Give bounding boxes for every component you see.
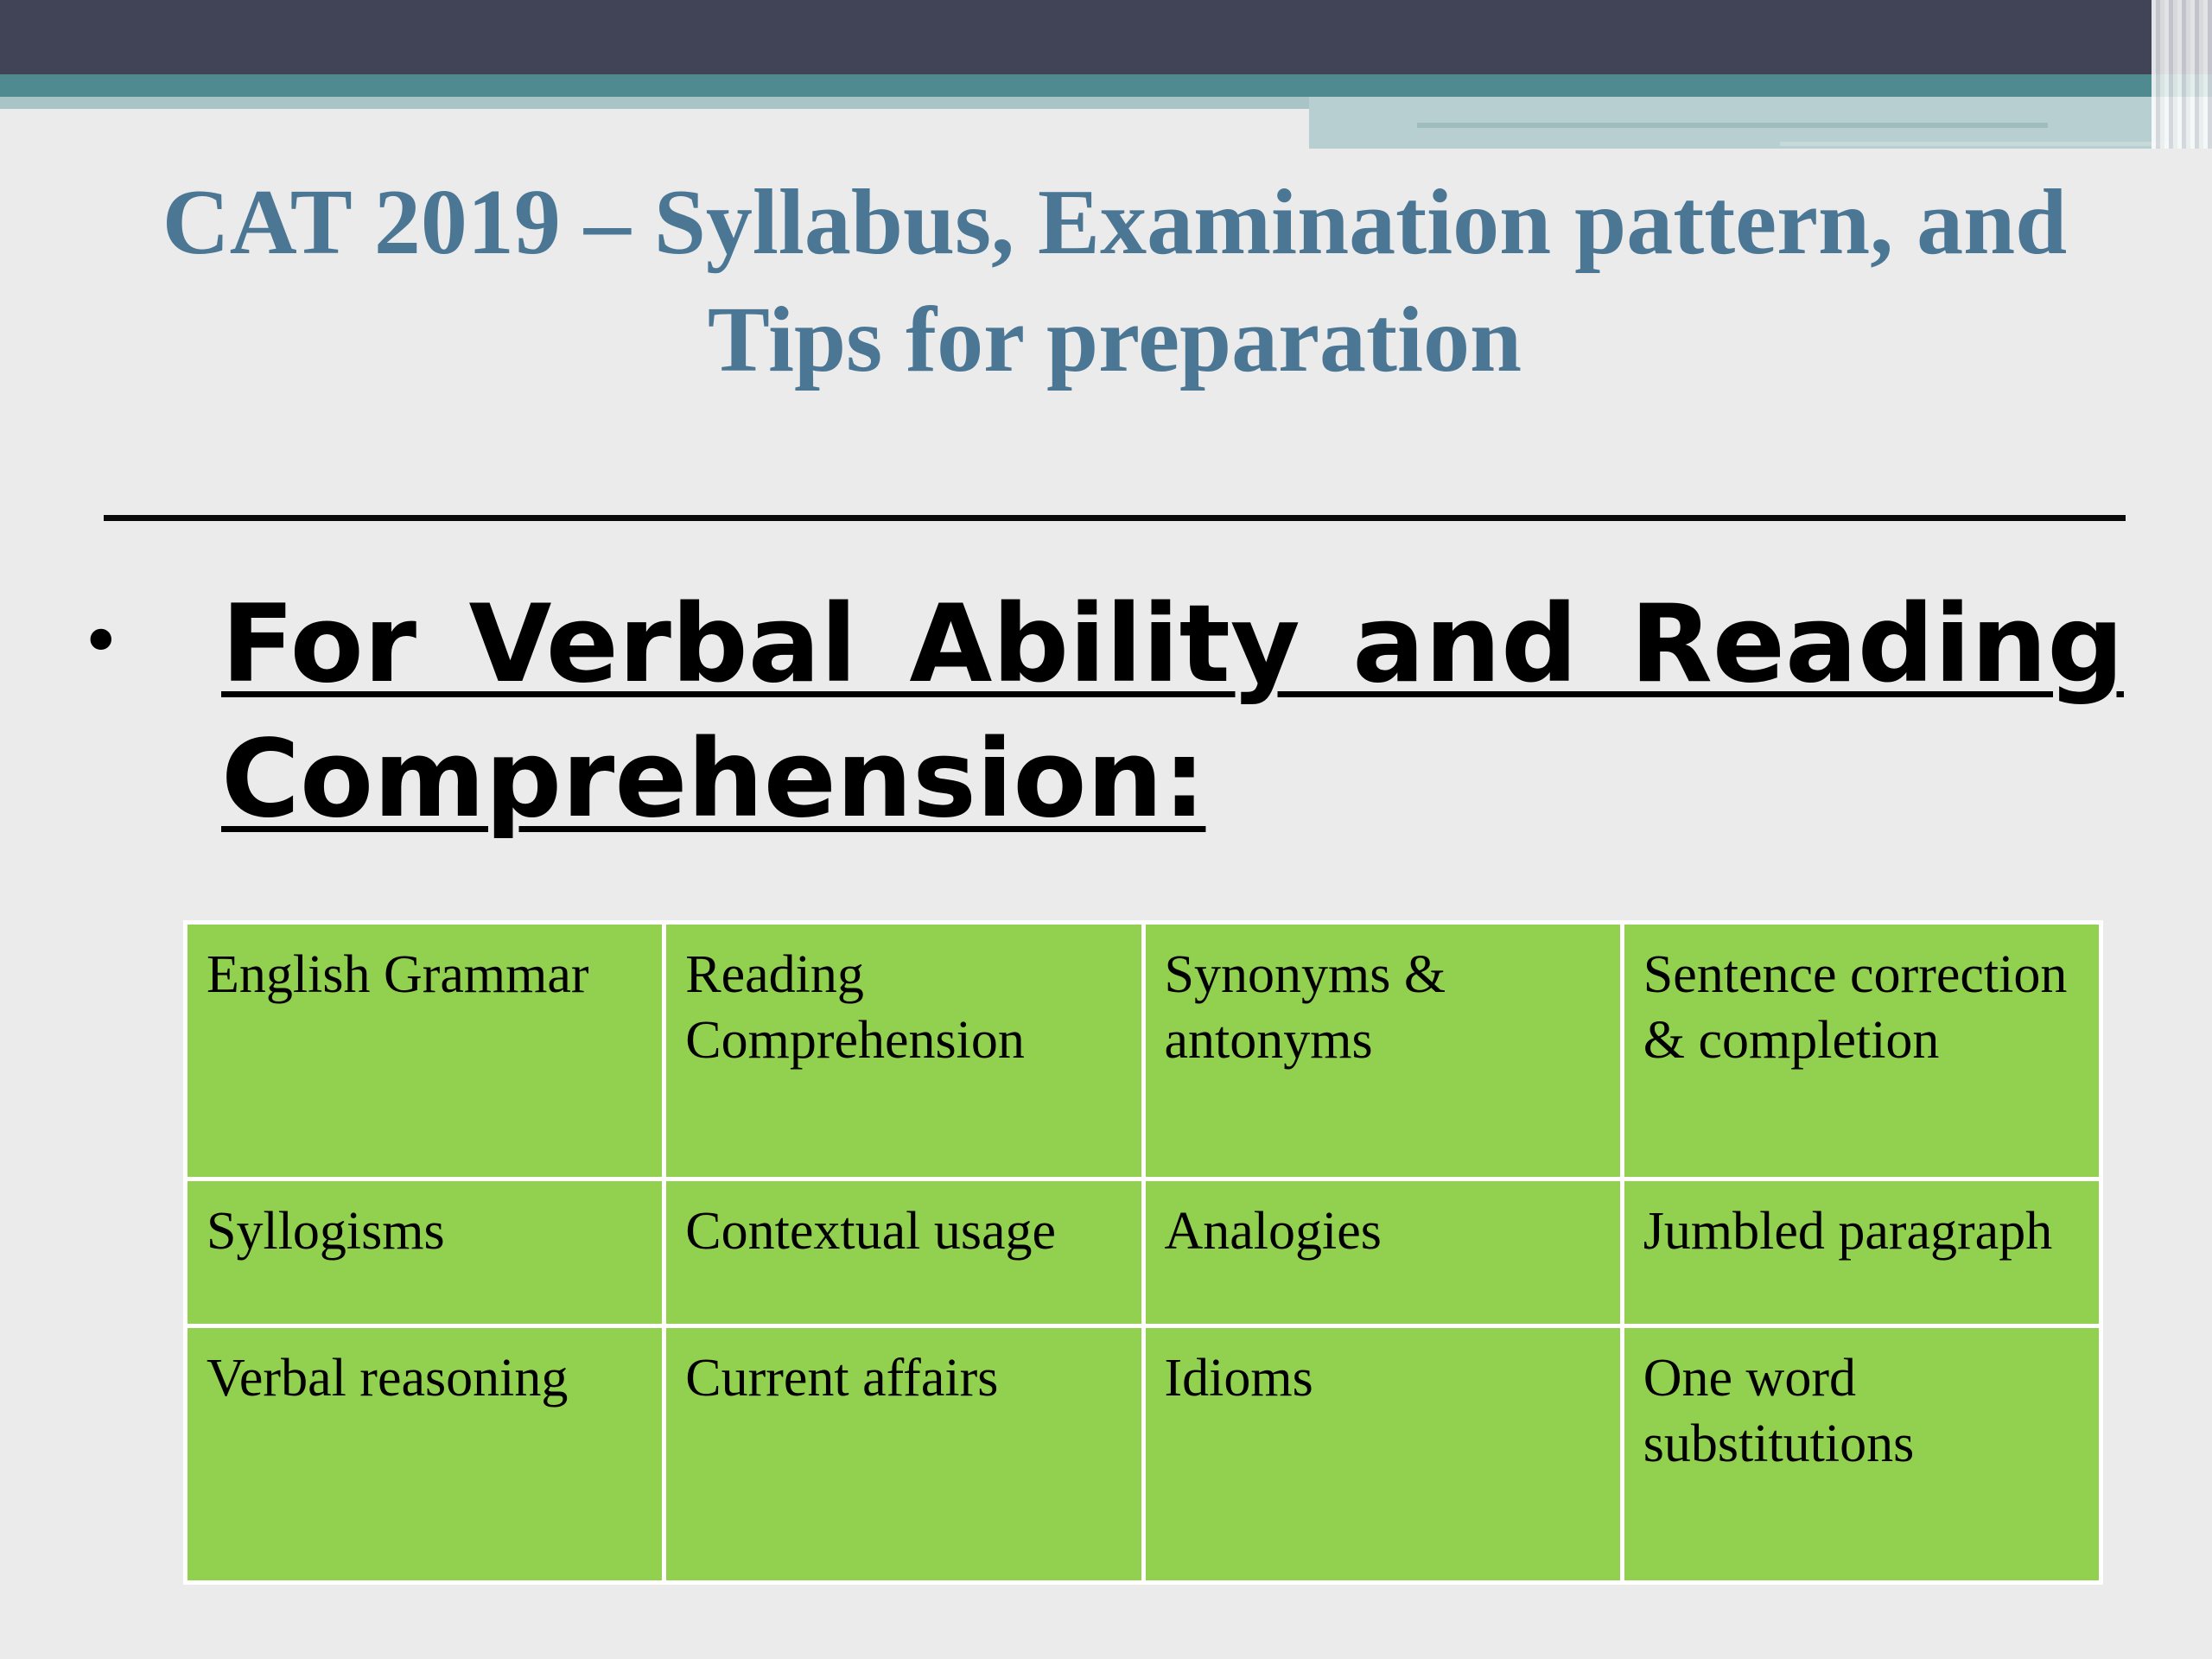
table-cell: Current affairs	[664, 1325, 1143, 1582]
table-row	[186, 923, 2101, 1179]
section-heading: For Verbal Ability and Reading Comprehension:	[221, 582, 2124, 842]
table-row	[186, 1179, 2101, 1326]
table-cell: Idioms	[1143, 1325, 1622, 1582]
table-cell: Jumbled paragraph	[1622, 1179, 2101, 1326]
table-cell: Analogies	[1143, 1179, 1622, 1326]
slide-accent-band	[0, 74, 2212, 97]
slide-title: CAT 2019 – Syllabus, Examination pattern, and Tips for preparation	[162, 171, 2068, 391]
table-cell: Reading Comprehension	[664, 923, 1143, 1179]
table-cell: English Grammar	[186, 923, 664, 1179]
table-row	[186, 1325, 2101, 1582]
slide-top-bar	[0, 0, 2212, 74]
slide-accent-line-secondary	[1780, 142, 2169, 146]
bullet-icon: •	[79, 599, 123, 683]
title-divider	[104, 515, 2126, 521]
slide-accent-band-light	[0, 97, 1309, 109]
slide-edge-stripes	[2152, 0, 2212, 149]
table-cell: One word substitutions	[1622, 1325, 2101, 1582]
table-cell: Contextual usage	[664, 1179, 1143, 1326]
slide-accent-line	[1417, 123, 2048, 128]
topics-table	[183, 920, 2103, 1585]
table-cell: Synonyms & antonyms	[1143, 923, 1622, 1179]
table-cell: Syllogisms	[186, 1179, 664, 1326]
table-cell: Sentence correction & completion	[1622, 923, 2101, 1179]
table-cell: Verbal reasoning	[186, 1325, 664, 1582]
